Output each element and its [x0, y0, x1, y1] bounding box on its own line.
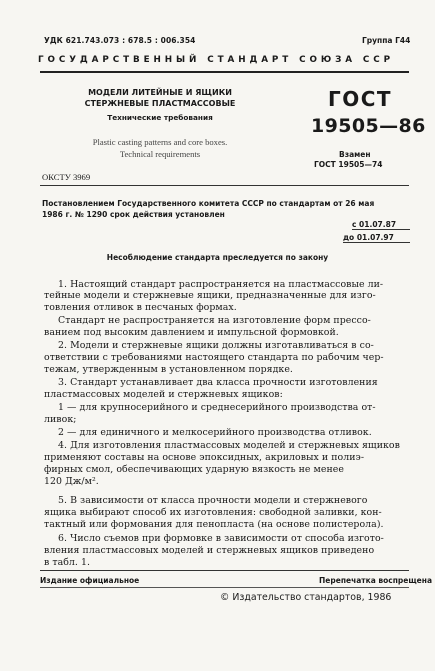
footer-rule-2 [40, 587, 409, 588]
body-line: 1 — для крупносерийного и среднесерийного производства от- [58, 402, 376, 413]
date-to: до 01.07.97 [343, 233, 394, 242]
body-line: 120 Дж/м². [44, 476, 99, 487]
official-edition: Издание официальное [40, 576, 140, 585]
body-line: тактный или формования для пенопласта (на основе полистерола). [44, 519, 384, 530]
body-line: применяют составы на основе эпоксидных, акриловых и полиэ- [44, 452, 365, 463]
date-to-underline [343, 242, 410, 243]
date-from-underline [352, 229, 410, 230]
body-line: товления отливок в песчаных формах. [44, 302, 237, 313]
replace-value: ГОСТ 19505—74 [314, 160, 383, 169]
date-from: с 01.07.87 [352, 220, 397, 229]
body-line: вления пластмассовых моделей и стержневых ящиков приведено [44, 545, 375, 556]
english-title-1: Plastic casting patterns and core boxes. [92, 137, 228, 147]
standard-banner: ГОСУДАРСТВЕННЫЙ СТАНДАРТ СОЮЗА ССР [38, 55, 394, 65]
gost-label: ГОСТ [328, 87, 393, 111]
okstu-code: ОКСТУ 3969 [42, 172, 91, 182]
middle-rule [40, 185, 409, 186]
udk-code: УДК 621.743.073 : 678.5 : 006.354 [44, 36, 196, 45]
top-rule [40, 71, 409, 73]
body-line: 6. Число съемов при формовке в зависимости от способа изгото- [58, 533, 384, 544]
body-line: тейные модели и стержневые ящики, предназначенные для изго- [44, 290, 376, 301]
decree-line-1: Постановлением Государственного комитета СССР по стандартам от 26 мая [42, 199, 375, 208]
body-line: фирных смол, обеспечивающих ударную вязкость не менее [44, 464, 344, 475]
body-line: ванием под высоким давлением и импульсной формовкой. [44, 327, 339, 338]
body-line: 2 — для единичного и мелкосерийного производства отливок. [58, 427, 372, 438]
title-subtitle: Технические требования [107, 113, 213, 122]
replace-label: Взамен [339, 150, 371, 159]
title-line-2: СТЕРЖНЕВЫЕ ПЛАСТМАССОВЫЕ [84, 99, 236, 108]
body-line: 1. Настоящий стандарт распространяется на пластмассовые ли- [58, 279, 384, 290]
body-line: в табл. 1. [44, 557, 91, 568]
gost-number: 19505—86 [311, 115, 426, 137]
body-line: пластмассовых моделей и стержневых ящиков: [44, 389, 283, 400]
footer-rule [40, 570, 409, 571]
reprint-prohibited: Перепечатка воспрещена [319, 576, 433, 585]
body-line: 2. Модели и стержневые ящики должны изготавливаться в со- [58, 340, 374, 351]
title-line-1: МОДЕЛИ ЛИТЕЙНЫЕ И ЯЩИКИ [88, 88, 232, 97]
group-code: Группа Г44 [362, 36, 411, 45]
legal-warning: Несоблюдение стандарта преследуется по закону [106, 253, 329, 262]
body-line: ящика выбирают способ их изготовления: свободной заливки, кон- [44, 507, 382, 518]
english-title-2: Technical requirements [119, 149, 201, 159]
copyright: © Издательство стандартов, 1986 [220, 592, 392, 603]
body-line: 4. Для изготовления пластмассовых моделей и стержневых ящиков [58, 440, 400, 451]
body-line: ливок; [44, 414, 77, 425]
body-line: 5. В зависимости от класса прочности модели и стержневого [58, 495, 368, 506]
body-line: ответствии с требованиями настоящего стандарта по рабочим чер- [44, 352, 384, 363]
body-line: Стандарт не распространяется на изготовление форм прессо- [58, 315, 371, 326]
body-line: тежам, утвержденным в установленном порядке. [44, 364, 293, 375]
body-line: 3. Стандарт устанавливает два класса прочности изготовления [58, 377, 378, 388]
decree-line-2: 1986 г. № 1290 срок действия установлен [42, 210, 225, 219]
